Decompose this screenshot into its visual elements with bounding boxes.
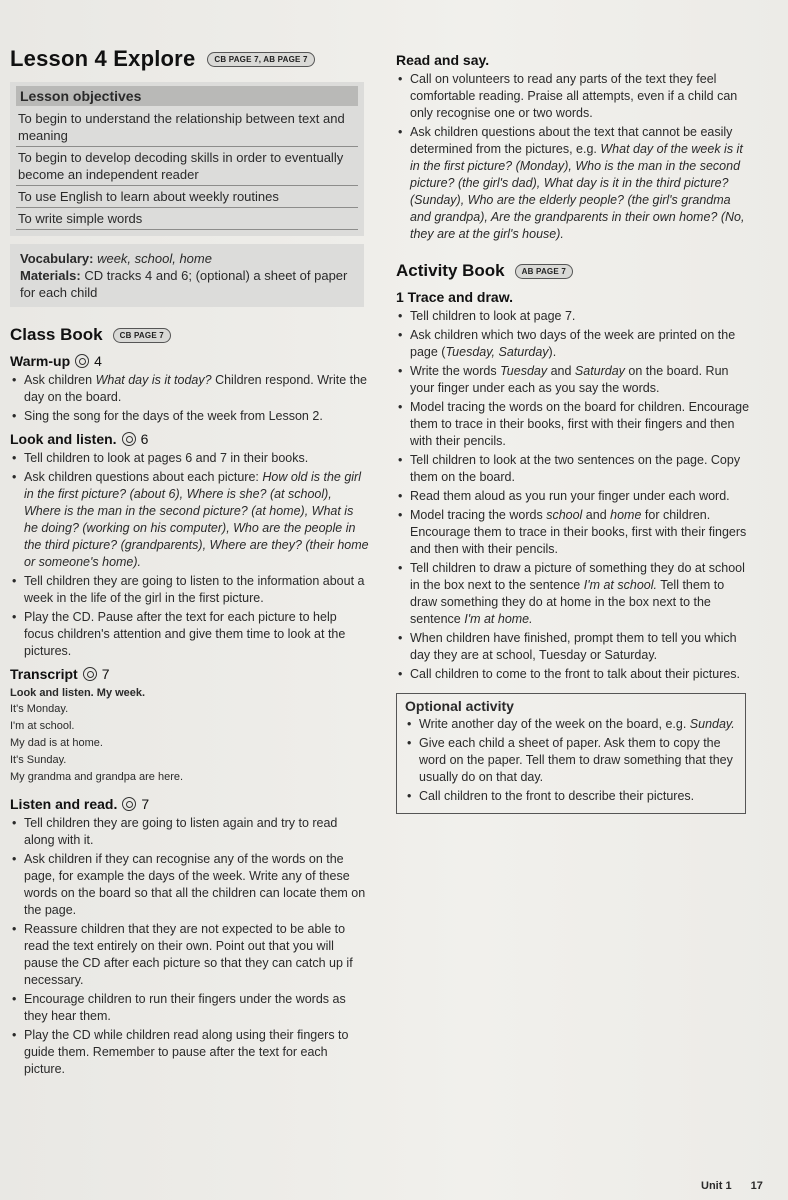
activity-book-page-ref: AB PAGE 7 — [515, 264, 573, 279]
read-say-title: Read and say. — [396, 52, 490, 68]
list-item: • Play the CD while children read along using their fingers to guide them. Remember to pause after the text for each picture. — [10, 1027, 370, 1078]
warmup-list — [10, 372, 370, 425]
list-item: • Reassure children that they are not expected to be able to read the text entirely on their own. Point out that you will pause the CD after each picture so that they can catch up if necessary. — [10, 921, 370, 989]
trace-draw-list — [396, 308, 750, 683]
class-book-page-ref: CB PAGE 7 — [113, 328, 171, 343]
list-item: • Tell children to look at pages 6 and 7 in their books. — [10, 450, 370, 467]
transcript-line: My dad is at home. — [10, 737, 103, 749]
page-footer — [701, 1180, 763, 1192]
lesson-objectives-box — [10, 82, 364, 236]
read-say-heading — [396, 52, 750, 68]
list-item: • Ask children questions about the text that cannot be easily determined from the pictures, e.g. What day of the week is it in the first picture? (Monday), Who is the man in the second picture? (the girl's dad), What day is it in the third picture? (Sunday), Who are the elderly people? (the girl's grandma and grandpa), Are the grandparents in their own home? (No, they are at the girl's house). — [396, 124, 750, 243]
transcript-block — [10, 666, 370, 786]
warmup-heading — [10, 353, 370, 369]
left-column — [10, 46, 370, 1080]
materials-line — [20, 267, 354, 301]
listen-read-heading — [10, 796, 370, 812]
vocabulary-line — [20, 250, 354, 267]
list-item: • When children have finished, prompt them to tell you which day they are at school, Tuesday or Saturday. — [396, 630, 750, 664]
list-item: • Give each child a sheet of paper. Ask them to copy the word on the paper. Tell them to draw something that they usually do on that day. — [405, 735, 735, 786]
list-item: • Ask children questions about each picture: How old is the girl in the first picture? (about 6), Where is she? (at school), Where is the man in the second picture? (at home), What is he doing? (working on his computer), Who are the people in the third picture? (grandparents), Where are they? (their home or someone's home). — [10, 469, 370, 571]
list-item: • Tell children to draw a picture of something they do at school in the box next to the sentence I'm at school. Tell them to draw something they do at home in the box next to the sentence I'm at home. — [396, 560, 750, 628]
track-number: 4 — [94, 353, 102, 369]
trace-draw-heading — [396, 289, 750, 305]
unit-label: Unit 1 — [701, 1180, 732, 1192]
list-item: • Write the words Tuesday and Saturday on the board. Run your finger under each as you say the words. — [396, 363, 750, 397]
activity-book-title: Activity Book — [396, 261, 505, 280]
transcript-heading — [10, 666, 370, 682]
warmup-title: Warm-up — [10, 353, 71, 369]
materials-label: Materials: — [20, 268, 81, 283]
track-number: 6 — [140, 431, 149, 447]
lesson-page-ref: CB PAGE 7, AB PAGE 7 — [207, 52, 314, 67]
optional-activity-box — [396, 693, 746, 814]
objective-item: To begin to understand the relationship between text and meaning — [16, 108, 358, 147]
listen-read-list — [10, 815, 370, 1078]
list-item: • Tell children they are going to listen to the information about a week in the life of the girl in the first picture. — [10, 573, 370, 607]
track-number: 7 — [141, 796, 150, 812]
transcript-line: It's Monday. — [10, 703, 69, 715]
list-item: • Tell children they are going to listen again and try to read along with it. — [10, 815, 370, 849]
transcript-subtitle: Look and listen. My week. — [10, 687, 146, 699]
optional-activity-list — [405, 716, 735, 805]
list-item: • Model tracing the words on the board for children. Encourage them to trace in their books, first with their fingers and then with their pencils. — [396, 399, 750, 450]
list-item: • Model tracing the words school and home for children. Encourage them to trace in their books, first with their fingers and then with their pencils. — [396, 507, 750, 558]
optional-activity-title: Optional activity — [405, 698, 514, 714]
list-item: • Call children to the front to describe their pictures. — [405, 788, 735, 805]
track-number: 7 — [101, 666, 110, 682]
vocabulary-words: week, school, home — [97, 251, 212, 266]
lesson-title: Lesson 4 Explore — [10, 46, 196, 71]
class-book-title: Class Book — [10, 325, 103, 344]
transcript-line: It's Sunday. — [10, 754, 67, 766]
transcript-line: My grandma and grandpa are here. — [10, 771, 184, 783]
trace-draw-title: 1 Trace and draw. — [396, 289, 513, 305]
materials-text: CD tracks 4 and 6; (optional) a sheet of paper for each child — [20, 268, 348, 300]
listen-read-title: Listen and read. — [10, 796, 118, 812]
list-item: • Ask children What day is it today? Children respond. Write the day on the board. — [10, 372, 370, 406]
list-item: • Call on volunteers to read any parts of the text they feel comfortable reading. Praise all attempts, even if a child can only recognise one or two words. — [396, 71, 750, 122]
cd-icon — [122, 797, 136, 811]
right-column — [396, 52, 750, 814]
list-item: • Read them aloud as you run your finger under each word. — [396, 488, 750, 505]
vocabulary-label: Vocabulary: — [20, 251, 94, 266]
lesson-header — [10, 46, 370, 72]
list-item: • Play the CD. Pause after the text for each picture to help focus children's attention and give them time to look at the pictures. — [10, 609, 370, 660]
cd-icon — [75, 354, 89, 368]
vocabulary-materials-box — [10, 244, 364, 307]
transcript-line: I'm at school. — [10, 720, 75, 732]
objectives-header: Lesson objectives — [16, 86, 358, 106]
list-item: • Ask children if they can recognise any of the words on the page, for example the days of the week. Write any of these words on the board so that all the children can locate them on the page. — [10, 851, 370, 919]
look-listen-heading — [10, 431, 370, 447]
list-item: • Call children to come to the front to talk about their pictures. — [396, 666, 750, 683]
list-item: • Write another day of the week on the board, e.g. Sunday. — [405, 716, 735, 733]
list-item: • Tell children to look at page 7. — [396, 308, 750, 325]
class-book-heading — [10, 325, 370, 345]
list-item: • Encourage children to run their fingers under the words as they hear them. — [10, 991, 370, 1025]
list-item: • Ask children which two days of the week are printed on the page (Tuesday, Saturday). — [396, 327, 750, 361]
cd-icon — [83, 667, 97, 681]
transcript-title: Transcript — [10, 666, 78, 682]
page-number: 17 — [750, 1180, 763, 1192]
objective-item: To begin to develop decoding skills in order to eventually become an independent reader — [16, 147, 358, 186]
list-item: • Tell children to look at the two sentences on the page. Copy them on the board. — [396, 452, 750, 486]
read-say-list — [396, 71, 750, 243]
cd-icon — [122, 432, 136, 446]
activity-book-heading — [396, 261, 750, 281]
objective-item: To use English to learn about weekly routines — [16, 186, 358, 208]
objective-item: To write simple words — [16, 208, 358, 230]
list-item: • Sing the song for the days of the week from Lesson 2. — [10, 408, 370, 425]
look-listen-title: Look and listen. — [10, 431, 117, 447]
look-listen-list — [10, 450, 370, 660]
